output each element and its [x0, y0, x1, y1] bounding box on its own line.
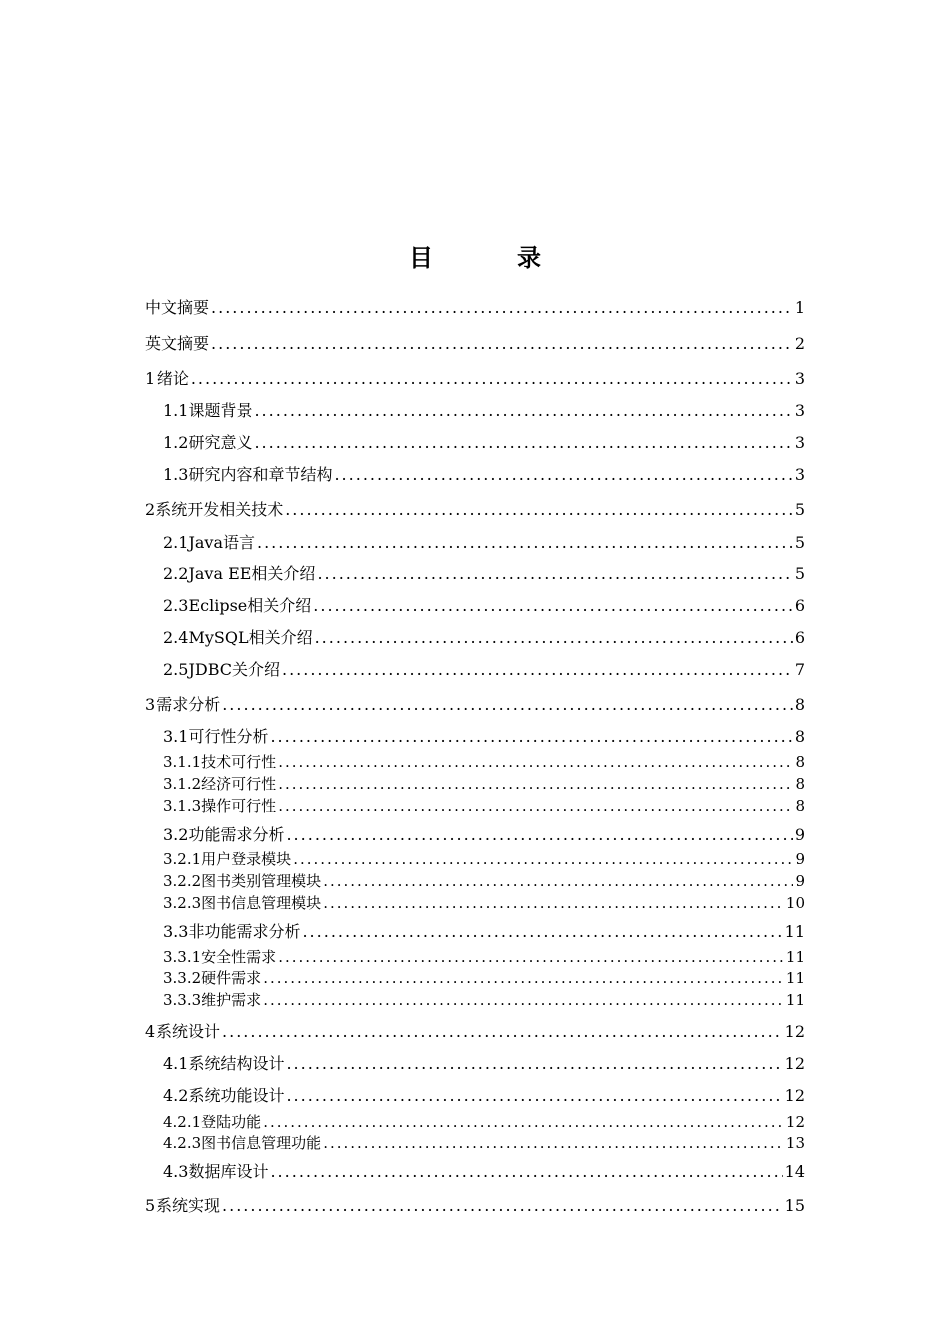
toc-entry[interactable] — [163, 726, 805, 748]
toc-entry-number: 2.3 — [163, 596, 189, 615]
toc-entry-page: 8 — [795, 753, 805, 771]
toc-entry[interactable] — [163, 824, 805, 846]
toc-entry-number: 4.2 — [163, 1086, 189, 1105]
toc-entry-page: 13 — [785, 1134, 805, 1152]
toc-entry-title: 可行性分析 — [188, 727, 269, 746]
toc-entry-page: 9 — [794, 825, 805, 844]
toc-entry-title: 系统实现 — [156, 1196, 221, 1215]
toc-leader-dots — [278, 796, 793, 816]
toc-entry[interactable] — [163, 893, 805, 913]
toc-entry-page: 3 — [794, 369, 805, 388]
toc-entry-number: 4 — [145, 1022, 156, 1041]
toc-entry-title: 功能需求分析 — [188, 825, 285, 844]
toc-entry-number: 2 — [145, 500, 156, 519]
toc-entry-number: 3.2.3 — [163, 894, 202, 912]
toc-entry-page: 5 — [794, 533, 805, 552]
toc-entry-title: 需求分析 — [156, 695, 221, 714]
page-title: 目 录 — [409, 244, 571, 272]
toc-entry[interactable] — [163, 990, 805, 1010]
toc-entry-title: 技术可行性 — [201, 753, 277, 771]
toc-leader-dots — [191, 368, 793, 390]
toc-entry-title: 硬件需求 — [201, 969, 262, 987]
toc-entry-page: 15 — [784, 1196, 805, 1215]
toc-leader-dots — [278, 774, 793, 794]
toc-entry[interactable] — [163, 849, 805, 869]
toc-entry-page: 9 — [795, 850, 805, 868]
toc-entry-number: 2.1 — [163, 533, 189, 552]
toc-leader-dots — [263, 1112, 784, 1132]
toc-entry-page: 7 — [794, 660, 805, 679]
toc-leader-dots — [293, 849, 793, 869]
toc-entry-number: 4.3 — [163, 1162, 189, 1181]
toc-entry-number: 3.3.2 — [163, 969, 202, 987]
toc-entry-number: 2.2 — [163, 564, 189, 583]
toc-entry-number: 4.2.1 — [163, 1113, 202, 1131]
toc-entry[interactable] — [145, 694, 805, 716]
toc-entry-number: 3.3 — [163, 922, 189, 941]
toc-leader-dots — [263, 990, 784, 1010]
toc-leader-dots — [270, 726, 792, 748]
toc-entry-page: 5 — [794, 564, 805, 583]
toc-leader-dots — [286, 1053, 782, 1075]
toc-leader-dots — [270, 1161, 782, 1183]
toc-entry[interactable] — [163, 1133, 805, 1153]
toc-entry-title: 系统结构设计 — [188, 1054, 285, 1073]
toc-entry-title: 研究内容和章节结构 — [188, 465, 333, 484]
toc-entry[interactable] — [163, 595, 805, 617]
toc-entry-page: 3 — [794, 401, 805, 420]
toc-entry-number: 1.3 — [163, 465, 189, 484]
toc-leader-dots — [323, 871, 793, 891]
toc-entry-title: 系统开发相关技术 — [155, 500, 284, 519]
toc-leader-dots — [286, 1085, 782, 1107]
toc-entry-title: JDBC关介绍 — [188, 660, 280, 679]
toc-entry[interactable] — [145, 1021, 805, 1043]
toc-entry-title: 中文摘要 — [145, 298, 210, 317]
toc-entry[interactable] — [163, 947, 805, 967]
toc-entry[interactable] — [163, 432, 805, 454]
toc-leader-dots — [302, 921, 782, 943]
toc-leader-dots — [323, 893, 784, 913]
toc-entry-page: 11 — [785, 991, 805, 1009]
toc-entry[interactable] — [163, 659, 805, 681]
toc-entry-page: 8 — [794, 695, 805, 714]
toc-entry-page: 9 — [795, 872, 805, 890]
toc-entry[interactable] — [163, 1161, 805, 1183]
toc-entry-number: 3.2 — [163, 825, 189, 844]
toc-entry-page: 3 — [794, 433, 805, 452]
toc-entry-page: 8 — [795, 797, 805, 815]
toc-leader-dots — [278, 752, 793, 772]
toc-entry-page: 14 — [784, 1162, 805, 1181]
toc-entry-page: 6 — [794, 628, 805, 647]
toc-entry-number: 2.4 — [163, 628, 189, 647]
toc-entry[interactable] — [163, 968, 805, 988]
toc-entry-page: 8 — [794, 727, 805, 746]
toc-entry[interactable] — [145, 499, 805, 521]
toc-leader-dots — [211, 333, 793, 355]
toc-entry-title: 操作可行性 — [201, 797, 277, 815]
toc-entry[interactable] — [145, 368, 805, 390]
toc-entry-title: Java语言 — [188, 533, 255, 552]
toc-entry-page: 2 — [794, 334, 805, 353]
toc-entry-title: Java EE相关介绍 — [188, 564, 316, 583]
toc-leader-dots — [334, 464, 792, 486]
toc-leader-dots — [222, 1195, 783, 1217]
toc-entry-title: 经济可行性 — [201, 775, 277, 793]
toc-entry[interactable] — [163, 627, 805, 649]
toc-entry-title: 课题背景 — [188, 401, 253, 420]
toc-entry-page: 12 — [785, 1113, 805, 1131]
toc-entry-title: 研究意义 — [188, 433, 253, 452]
toc-entry-title: 非功能需求分析 — [188, 922, 301, 941]
toc-entry[interactable] — [163, 1112, 805, 1132]
toc-entry-page: 12 — [784, 1086, 805, 1105]
toc-entry-title: 系统设计 — [156, 1022, 221, 1041]
toc-entry[interactable] — [163, 796, 805, 816]
toc-entry[interactable] — [163, 871, 805, 891]
toc-entry[interactable] — [163, 563, 805, 585]
toc-leader-dots — [278, 947, 784, 967]
toc-entry-title: 登陆功能 — [201, 1113, 262, 1131]
toc-entry-title: 图书信息管理模块 — [201, 894, 322, 912]
toc-entry-number: 3.2.1 — [163, 850, 202, 868]
toc-entry-number: 3.2.2 — [163, 872, 202, 890]
toc-entry-number: 3.3.1 — [163, 948, 202, 966]
toc-entry[interactable] — [163, 1085, 805, 1107]
toc-entry[interactable] — [163, 532, 805, 554]
toc-entry[interactable] — [145, 333, 805, 355]
toc-entry[interactable] — [163, 464, 805, 486]
toc-entry-page: 1 — [794, 298, 805, 317]
toc-entry[interactable] — [163, 921, 805, 943]
toc-entry-number: 3.1.2 — [163, 775, 202, 793]
toc-entry-page: 3 — [794, 465, 805, 484]
toc-leader-dots — [263, 968, 784, 988]
toc-entry-title: 图书信息管理功能 — [201, 1134, 322, 1152]
toc-leader-dots — [254, 432, 792, 454]
toc-entry-page: 11 — [785, 948, 805, 966]
toc-entry-page: 11 — [785, 969, 805, 987]
toc-entry-title: 数据库设计 — [188, 1162, 269, 1181]
toc-leader-dots — [317, 563, 792, 585]
toc-leader-dots — [286, 824, 792, 846]
toc-leader-dots — [282, 659, 793, 681]
toc-entry-page: 5 — [794, 500, 805, 519]
toc-entry-number: 2.5 — [163, 660, 189, 679]
toc-entry-number: 1.2 — [163, 433, 189, 452]
toc-entry-title: 图书类别管理模块 — [201, 872, 322, 890]
toc-entry-page: 11 — [784, 922, 805, 941]
toc-entry-number: 1 — [145, 369, 156, 388]
toc-entry-title: 英文摘要 — [145, 334, 210, 353]
toc-leader-dots — [313, 595, 793, 617]
toc-entry-title: 安全性需求 — [201, 948, 277, 966]
toc-entry-page: 12 — [784, 1054, 805, 1073]
toc-leader-dots — [222, 694, 793, 716]
toc-entry-number: 3.1 — [163, 727, 189, 746]
toc-entry-number: 3.1.1 — [163, 753, 202, 771]
toc-leader-dots — [315, 627, 793, 649]
toc-entry-page: 6 — [794, 596, 805, 615]
toc-leader-dots — [211, 297, 793, 319]
toc-entry-title: Eclipse相关介绍 — [188, 596, 312, 615]
toc-entry-number: 1.1 — [163, 401, 189, 420]
toc-entry[interactable] — [163, 400, 805, 422]
toc-entry[interactable] — [163, 752, 805, 772]
toc-entry-title: MySQL相关介绍 — [188, 628, 313, 647]
toc-entry-number: 3.3.3 — [163, 991, 202, 1009]
toc-entry[interactable] — [163, 1053, 805, 1075]
toc-leader-dots — [257, 532, 793, 554]
toc-entry-number: 4.1 — [163, 1054, 189, 1073]
toc-leader-dots — [285, 499, 793, 521]
toc-leader-dots — [323, 1133, 784, 1153]
toc-entry-number: 5 — [145, 1196, 156, 1215]
toc-entry[interactable] — [145, 1195, 805, 1217]
toc-entry-title: 用户登录模块 — [201, 850, 292, 868]
toc-entry[interactable] — [163, 774, 805, 794]
toc-entry-page: 10 — [785, 894, 805, 912]
toc-entry-number: 3 — [145, 695, 156, 714]
toc-entry-number: 3.1.3 — [163, 797, 202, 815]
toc-entry-title: 系统功能设计 — [188, 1086, 285, 1105]
toc-leader-dots — [222, 1021, 783, 1043]
toc-leader-dots — [254, 400, 792, 422]
toc-entry-page: 12 — [784, 1022, 805, 1041]
toc-entry[interactable] — [145, 297, 805, 319]
toc-entry-title: 绪论 — [156, 369, 189, 388]
toc-entry-title: 维护需求 — [201, 991, 262, 1009]
toc-entry-page: 8 — [795, 775, 805, 793]
toc-entry-number: 4.2.3 — [163, 1134, 202, 1152]
